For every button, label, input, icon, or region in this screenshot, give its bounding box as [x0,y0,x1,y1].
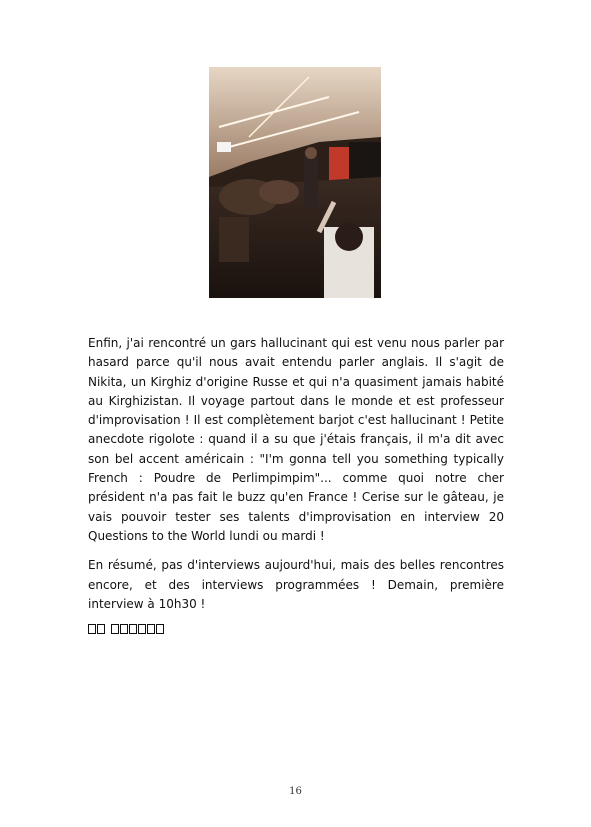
paragraph-nikita: Enfin, j'ai rencontré un gars hallucinant qui est venu nous parler par hasard parce qu'il nous avait entendu parler anglais. Il s'agit de Nikita, un Kirghiz d'origine Russe et qui n'a quasiment jamais habité au Kirghizistan. Il voyage partout dans le monde et est professeur d'improvisation ! Il est complètement barjot c'est hallucinant ! Petite anecdote rigolote : quand il a su que j'étais français, il m'a dit avec son bel accent américain : "I'm gonna tell you something typically French : Poudre de Perlimpimpim"... comme quoi notre cher président n'a pas fait le buzz qu'en France ! Cerise sur le gâteau, je vais pouvoir tester ses talents d'improvisation en interview 20 Questions to the World lundi ou mardi ! [88,336,504,543]
concert-photo [209,67,381,298]
glyph-icon [97,624,105,634]
article-body [88,334,504,634]
glyph-icon [156,624,164,634]
glyph-icon [120,624,128,634]
glyph-icon [129,624,137,634]
concert-photo-icon [209,67,381,298]
signature-glyphs [88,624,504,634]
page-number: 16 [289,786,302,797]
glyph-icon [147,624,155,634]
paragraph-summary: En résumé, pas d'interviews aujourd'hui, mais des belles rencontres encore, et des interviews programmées ! Demain, première interview à 10h30 ! [88,558,504,611]
glyph-icon [88,624,96,634]
glyph-icon [138,624,146,634]
glyph-icon [111,624,119,634]
